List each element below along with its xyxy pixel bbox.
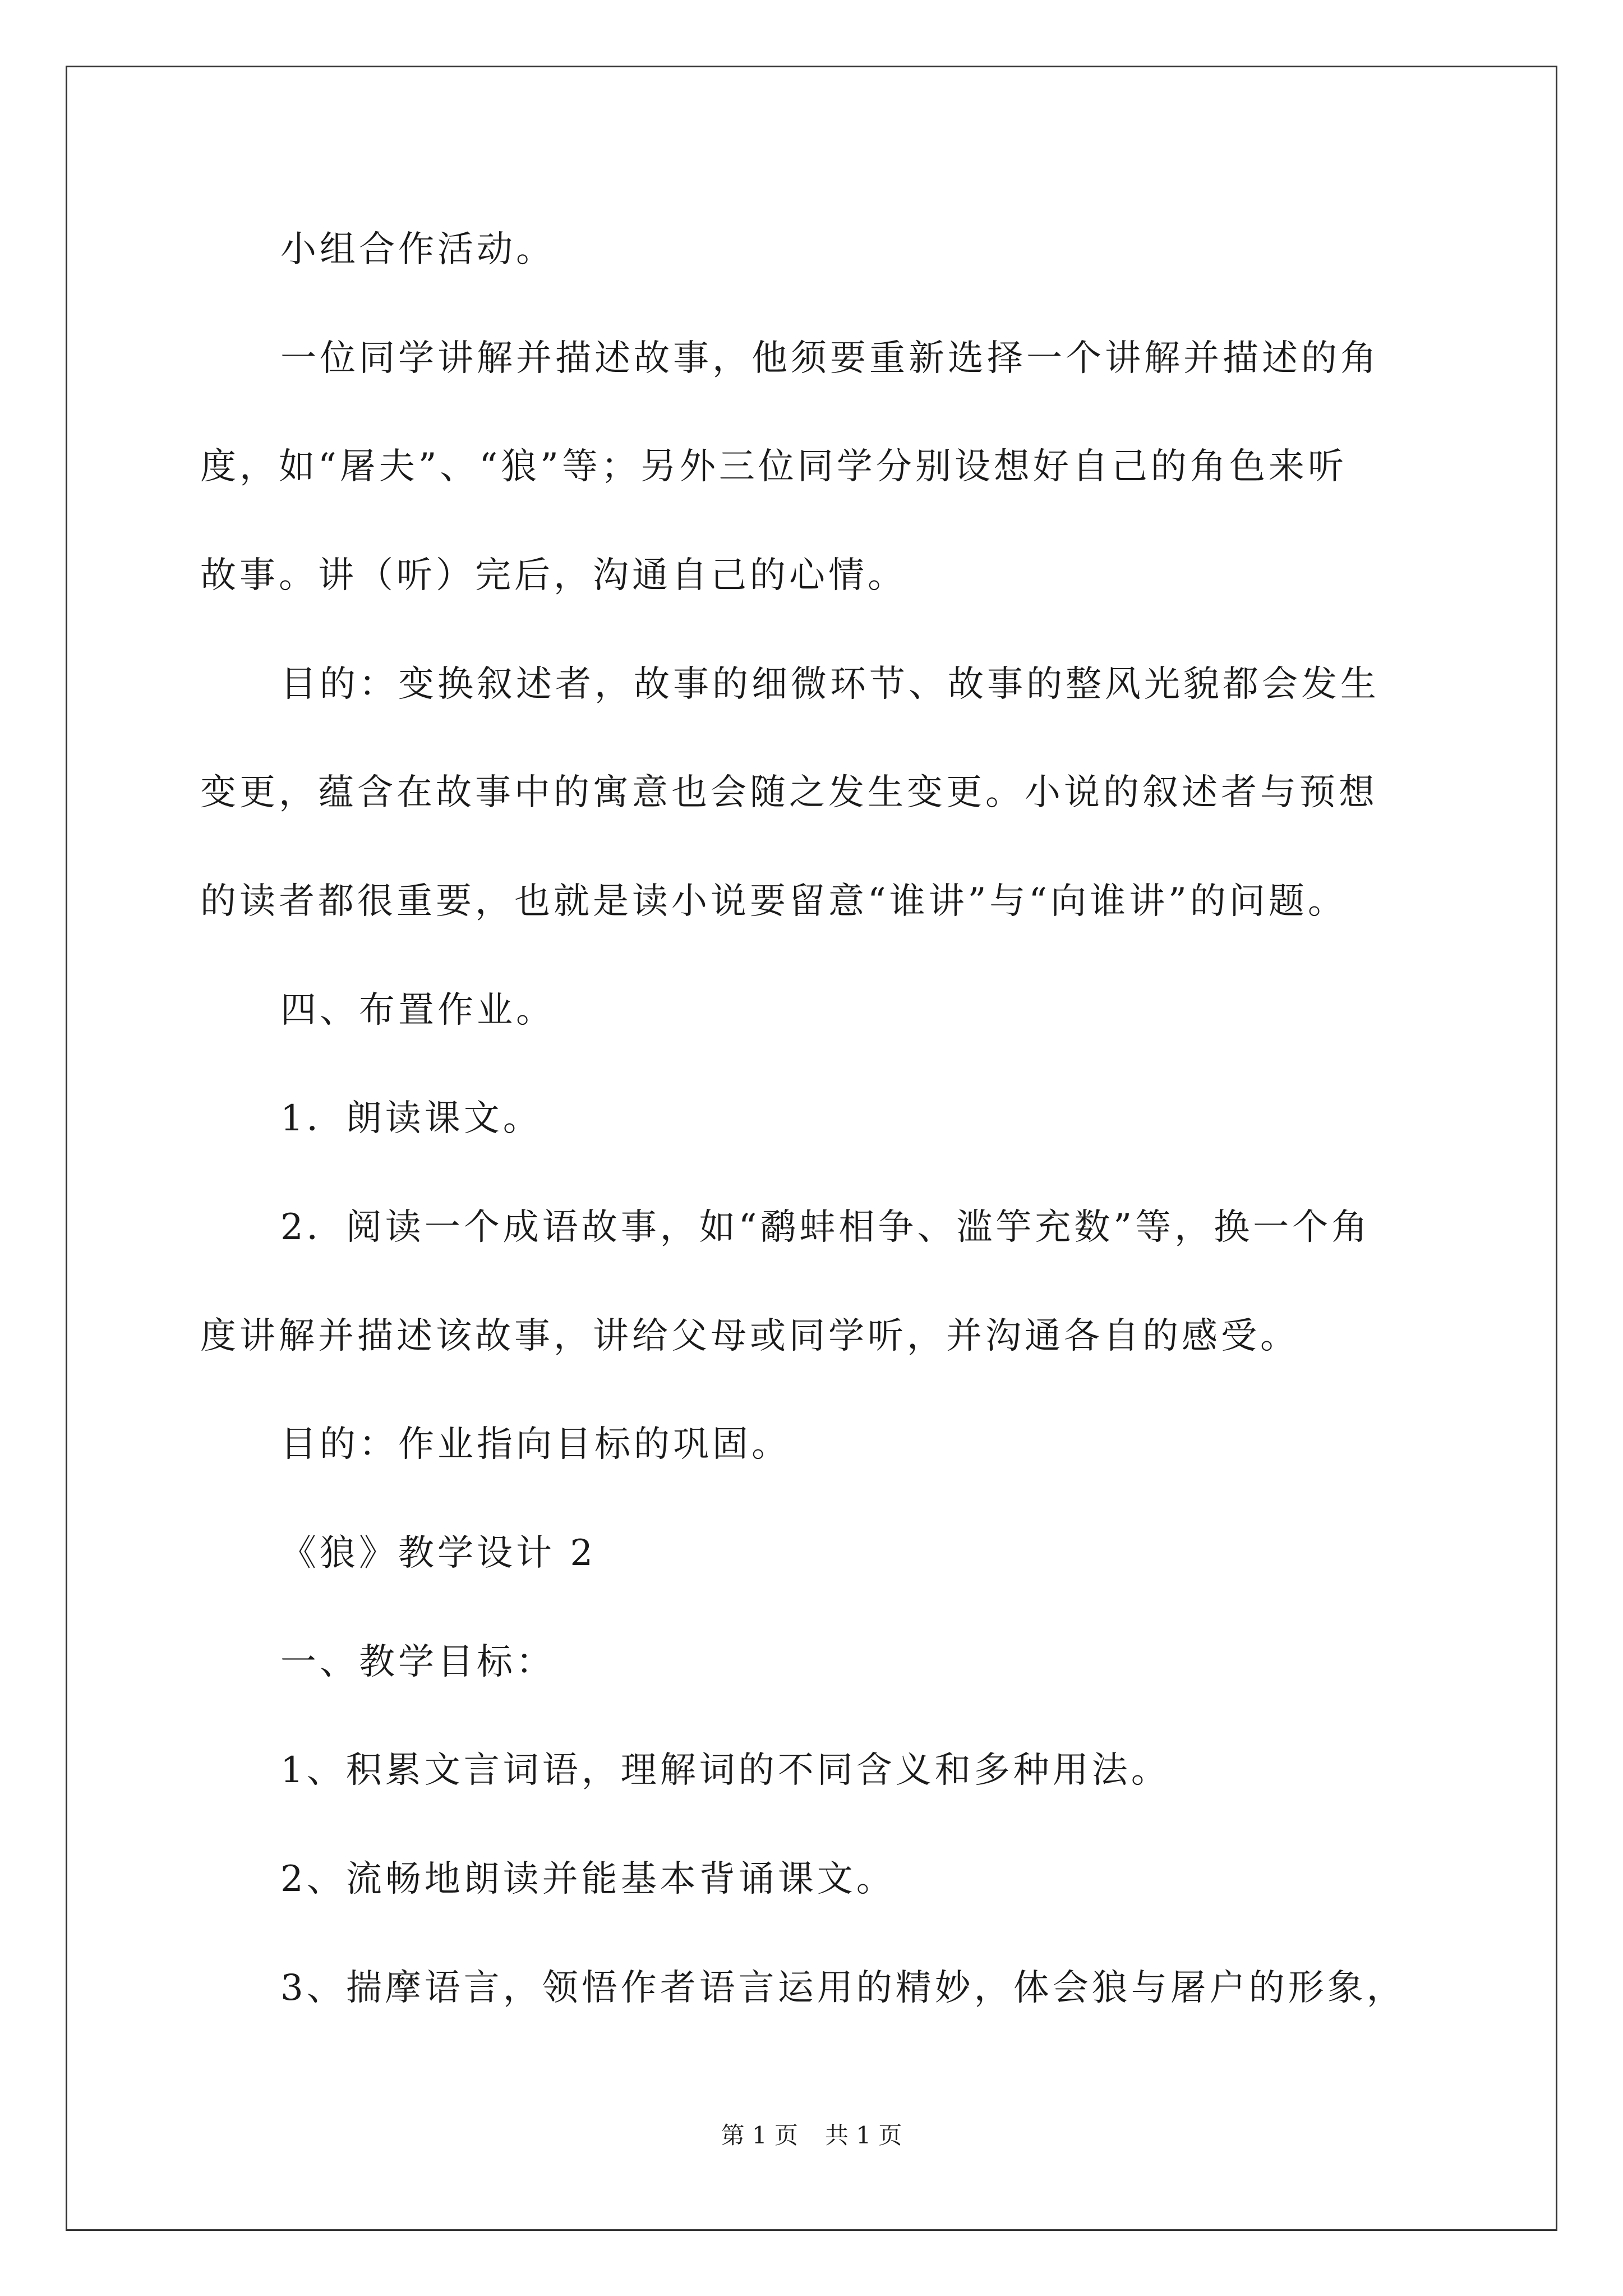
paragraph-line: 一位同学讲解并描述故事，他须要重新选择一个讲解并描述的角	[280, 338, 1380, 379]
paragraph-line: 2．阅读一个成语故事，如“鹬蚌相争、滥竽充数”等，换一个角	[280, 1207, 1371, 1248]
paragraph-line: 目的：作业指向目标的巩固。	[280, 1424, 791, 1465]
paragraph-line: 四、布置作业。	[280, 990, 555, 1031]
page-number: 第 1 页	[721, 2122, 798, 2149]
section-title: 《狼》教学设计 2	[280, 1533, 597, 1574]
page-border	[66, 66, 1557, 2231]
paragraph-line: 小组合作活动。	[280, 229, 555, 270]
paragraph-line: 度，如“屠夫”、“狼”等；另外三位同学分别设想好自己的角色来听	[200, 446, 1347, 487]
paragraph-line: 2、流畅地朗读并能基本背诵课文。	[280, 1858, 896, 1900]
paragraph-line: 3、揣摩语言，领悟作者语言运用的精妙，体会狼与屠户的形象，	[280, 1967, 1406, 2009]
paragraph-line: 目的：变换叙述者，故事的细微环节、故事的整风光貌都会发生	[280, 664, 1380, 705]
paragraph-line: 变更，蕴含在故事中的寓意也会随之发生变更。小说的叙述者与预想	[200, 772, 1378, 813]
paragraph-line: 度讲解并描述该故事，讲给父母或同学听，并沟通各自的感受。	[200, 1315, 1299, 1357]
page-total: 共 1 页	[825, 2122, 902, 2149]
paragraph-line: 故事。讲（听）完后，沟通自己的心情。	[200, 555, 907, 596]
paragraph-line: 1．朗读课文。	[280, 1098, 542, 1139]
paragraph-line: 1、积累文言词语，理解词的不同含义和多种用法。	[280, 1750, 1170, 1791]
page-footer	[0, 2122, 1623, 2150]
paragraph-line: 一、教学目标：	[280, 1641, 555, 1683]
paragraph-line: 的读者都很重要，也就是读小说要留意“谁讲”与“向谁讲”的问题。	[200, 881, 1347, 922]
